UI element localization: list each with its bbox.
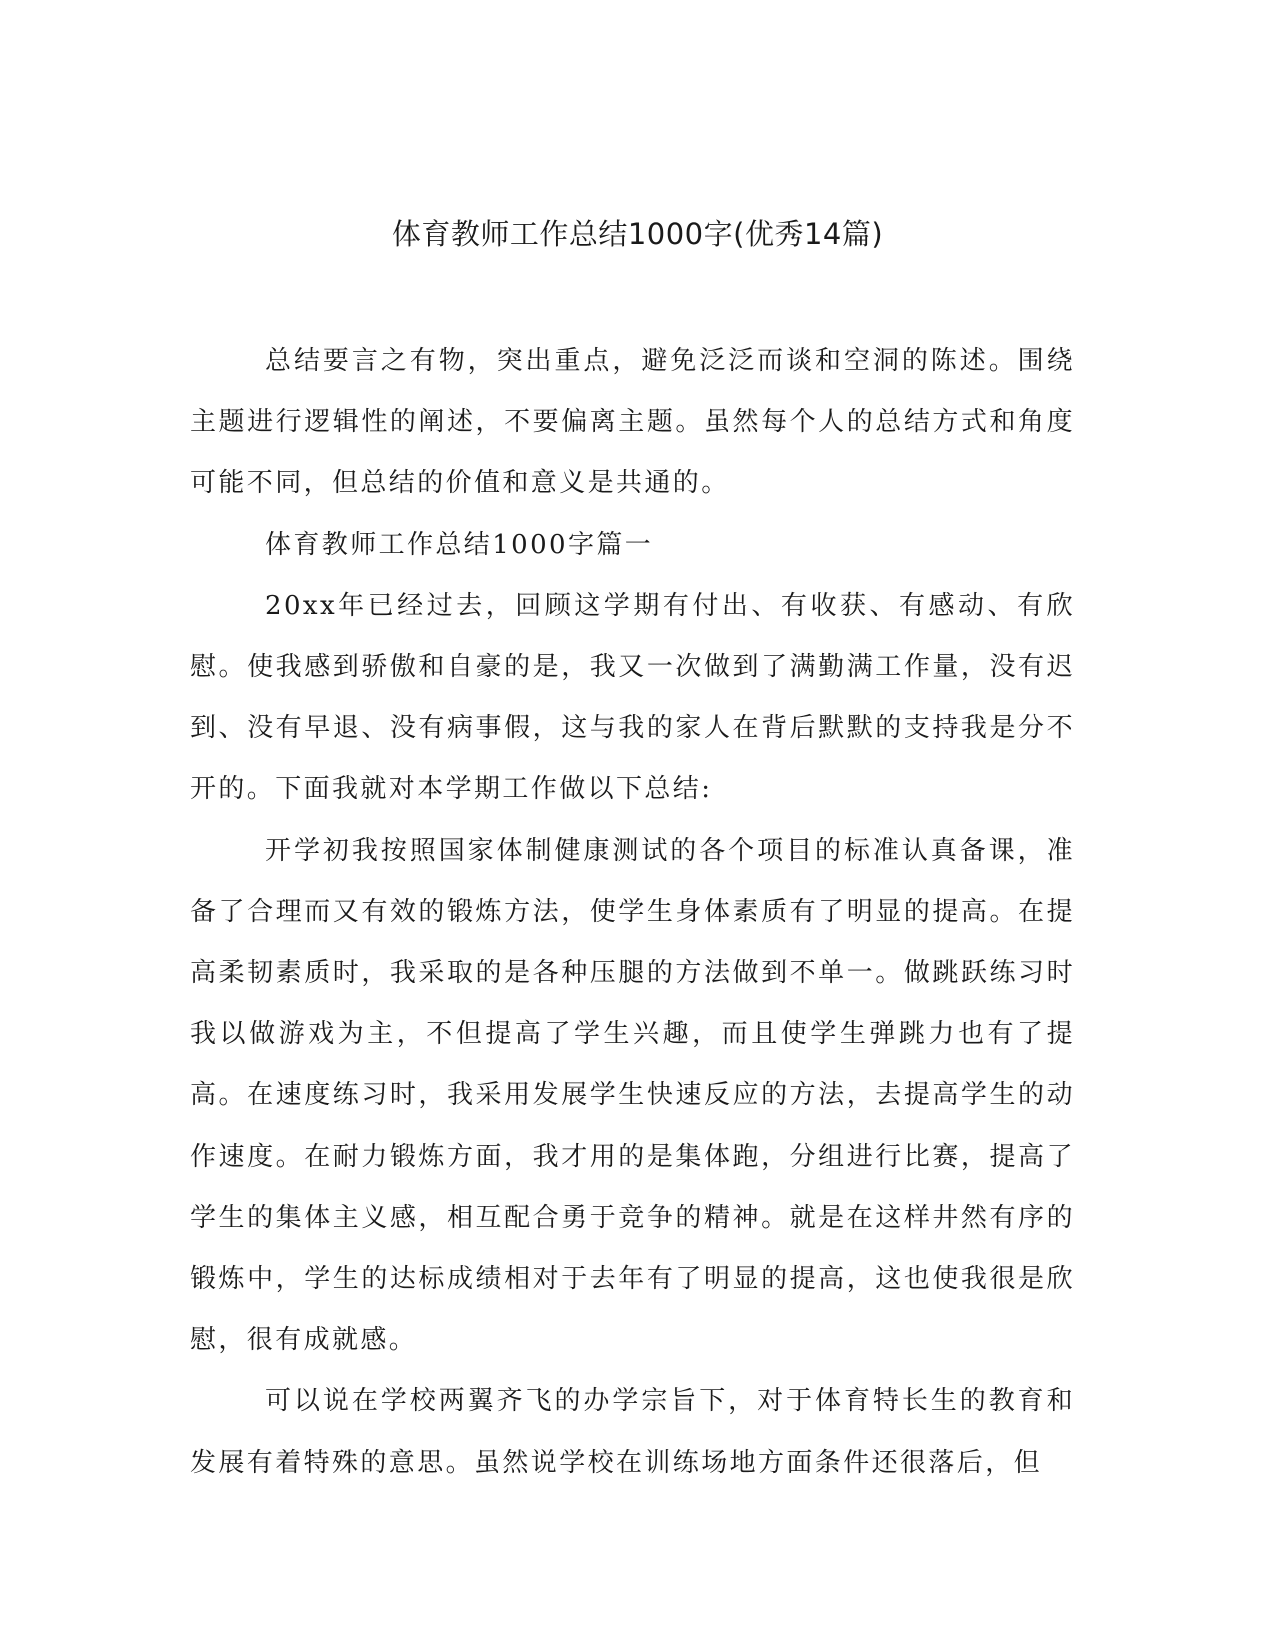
body-paragraph: 20xx年已经过去，回顾这学期有付出、有收获、有感动、有欣慰。使我感到骄傲和自豪的是，我又一次做到了满勤满工作量，没有迟到、没有早退、没有病事假，这与我的家人在背后默默的支持我是分不开的。下面我就对本学期工作做以下总结:	[190, 590, 1075, 805]
document-title: 体育教师工作总结1000字(优秀14篇)	[391, 217, 884, 251]
document-body	[190, 331, 1075, 1494]
body-paragraph: 开学初我按照国家体制健康测试的各个项目的标准认真备课，准备了合理而又有效的锻炼方法，使学生身体素质有了明显的提高。在提高柔韧素质时，我采取的是各种压腿的方法做到不单一。做跳跃练习时我以做游戏为主，不但提高了学生兴趣，而且使学生弹跳力也有了提高。在速度练习时，我采用发展学生快速反应的方法，去提高学生的动作速度。在耐力锻炼方面，我才用的是集体跑，分组进行比赛，提高了学生的集体主义感，相互配合勇于竞争的精神。就是在这样井然有序的锻炼中，学生的达标成绩相对于去年有了明显的提高，这也使我很是欣慰，很有成就感。	[190, 835, 1075, 1356]
body-paragraph: 可以说在学校两翼齐飞的办学宗旨下，对于体育特长生的教育和发展有着特殊的意思。虽然说学校在训练场地方面条件还很落后，但	[190, 1386, 1075, 1478]
intro-paragraph: 总结要言之有物，突出重点，避免泛泛而谈和空洞的陈述。围绕主题进行逻辑性的阐述，不要偏离主题。虽然每个人的总结方式和角度可能不同，但总结的价值和意义是共通的。	[190, 346, 1075, 499]
section-heading: 体育教师工作总结1000字篇一	[265, 529, 654, 560]
